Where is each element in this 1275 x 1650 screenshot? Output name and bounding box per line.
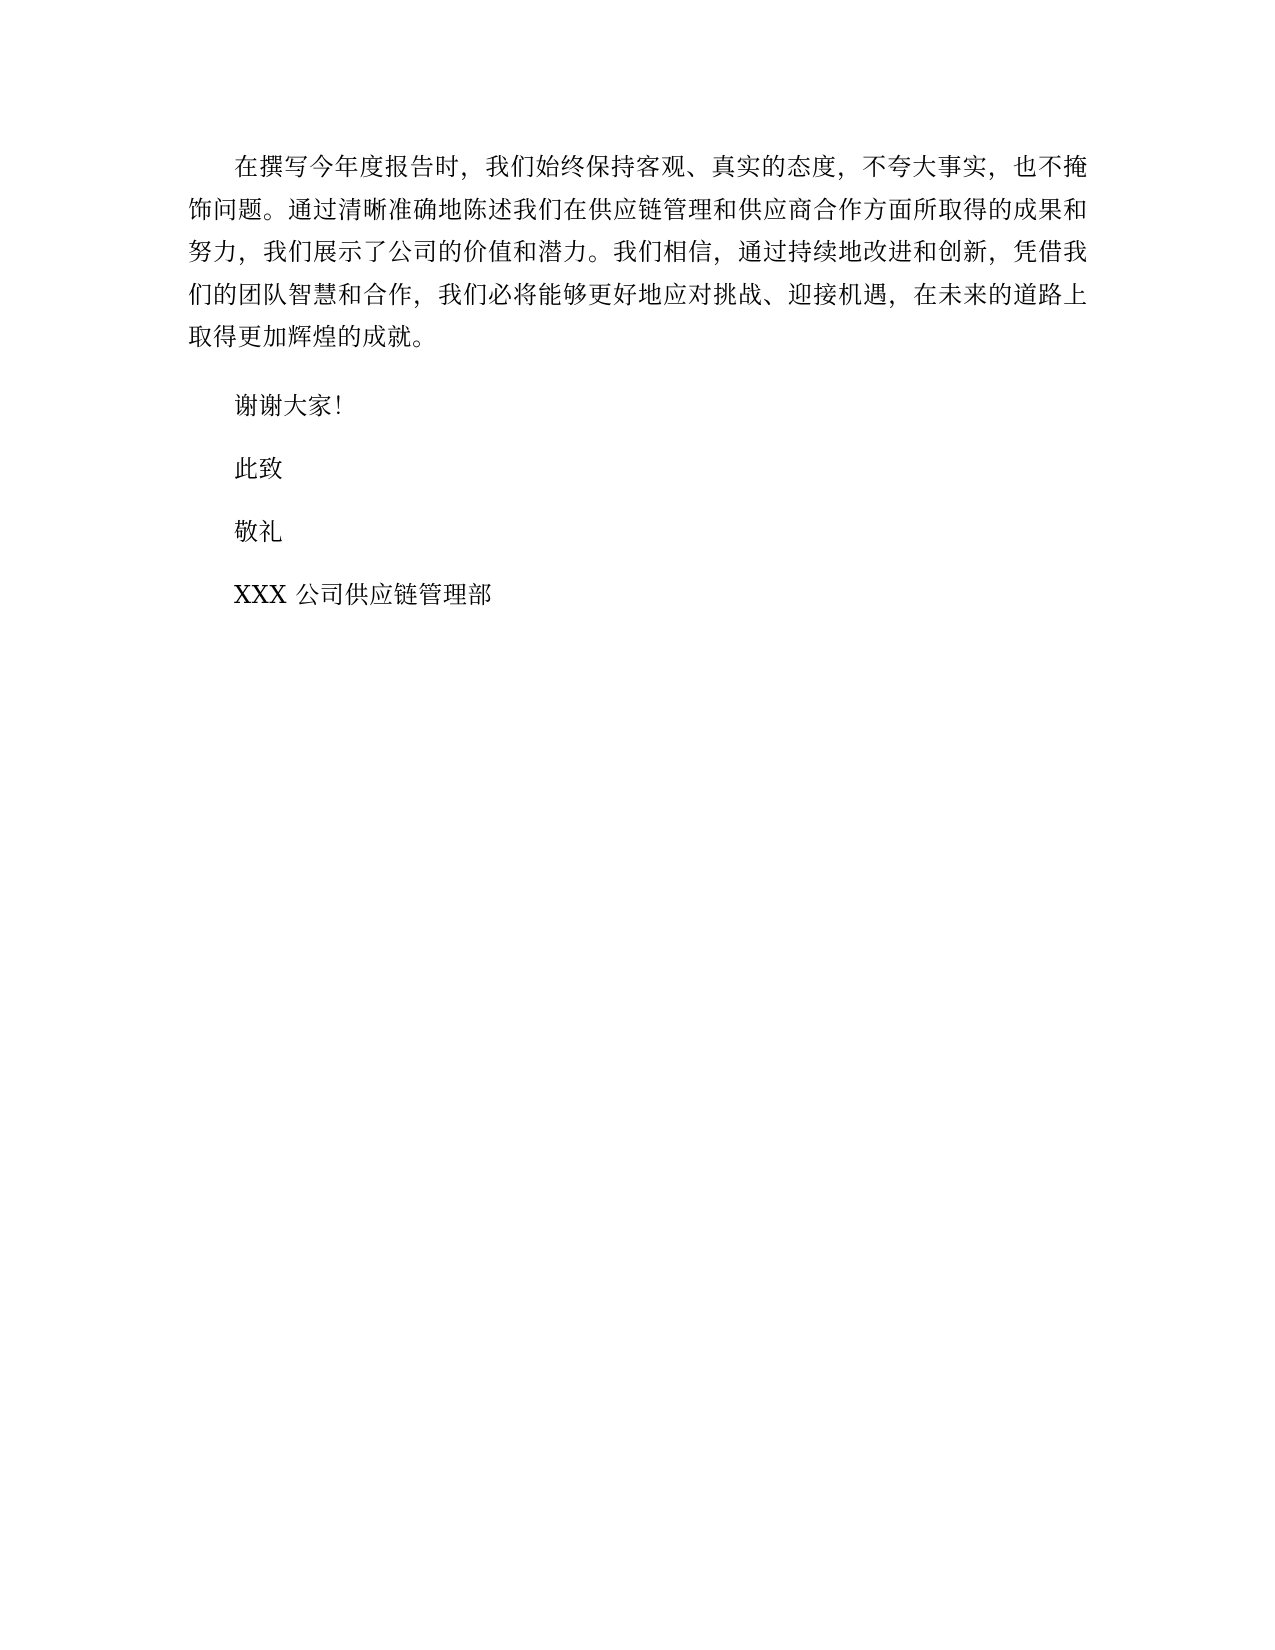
document-body — [188, 146, 1088, 610]
thanks-line: 谢谢大家！ — [234, 391, 357, 420]
regards-line: 敬礼 — [234, 517, 284, 546]
body-paragraph: 在撰写今年度报告时，我们始终保持客观、真实的态度，不夸大事实，也不掩饰问题。通过清晰准确地陈述我们在供应链管理和供应商合作方面所取得的成果和努力，我们展示了公司的价值和潜力。我们相信，通过持续地改进和创新，凭借我们的团队智慧和合作，我们必将能够更好地应对挑战、迎接机遇，在未来的道路上取得更加辉煌的成就。 — [188, 153, 1088, 351]
closing-line: 此致 — [234, 454, 284, 483]
signature-line: XXX 公司供应链管理部 — [234, 580, 493, 609]
